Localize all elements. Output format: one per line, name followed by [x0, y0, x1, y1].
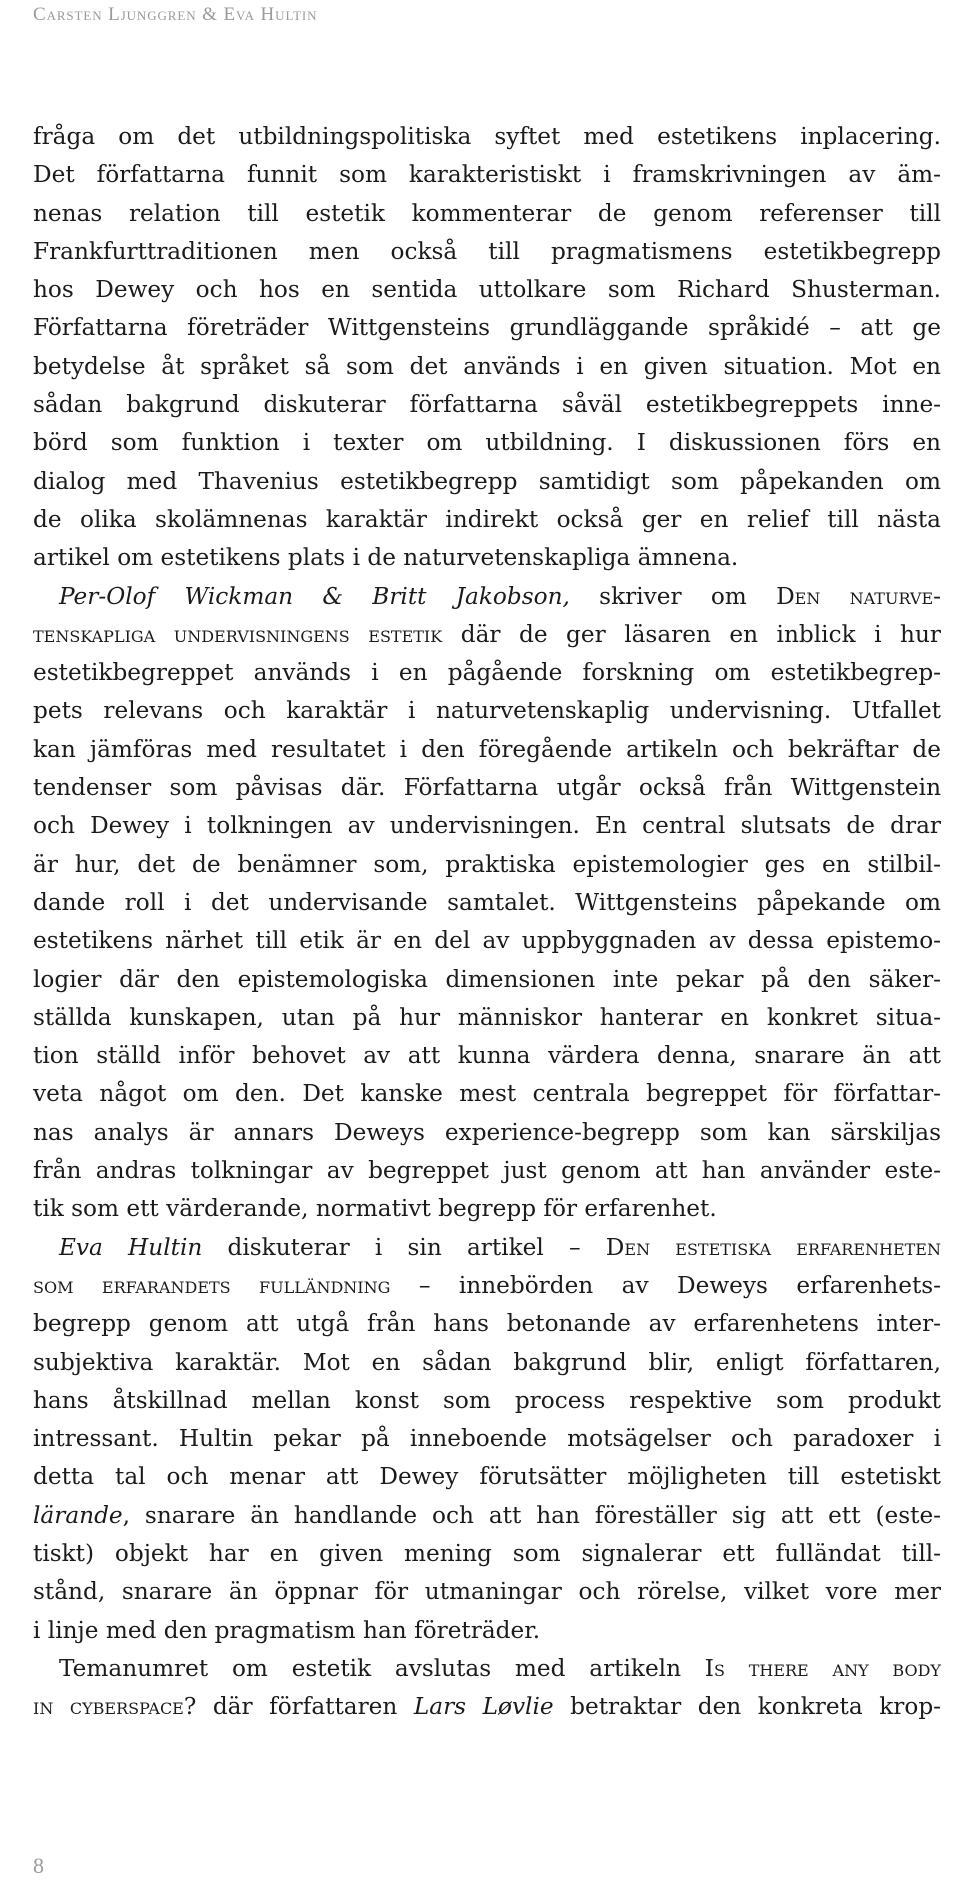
author-names: Lars Løvlie: [413, 1693, 554, 1721]
article-title: Is there any body: [704, 1654, 941, 1682]
text-line: tiskt) objekt har en given mening som signalerar ett fulländat till-: [33, 1539, 941, 1567]
inline-text: betraktar den konkreta krop-: [553, 1693, 941, 1721]
text-line: Frankfurttraditionen men också till pragmatismens estetikbegrepp: [33, 237, 941, 265]
text-line: är hur, det de benämner som, praktiska epistemologier ges en stilbil-: [33, 850, 941, 878]
text-line: de olika skolämnenas karaktär indirekt också ger en relief till nästa: [33, 505, 941, 533]
text-line: i linje med den pragmatism han företräder.: [33, 1616, 541, 1644]
text-line: estetikbegreppet används i en pågående forskning om estetikbegrep-: [33, 659, 941, 687]
author-names: Per-Olof Wickman & Britt Jakobson,: [59, 582, 570, 610]
text-line: kan jämföras med resultatet i den föregående artikeln och bekräftar de: [33, 735, 941, 763]
text-line: från andras tolkningar av begreppet just genom att han använder este-: [33, 1157, 941, 1185]
author-names: Eva Hultin: [59, 1233, 203, 1261]
text-line: börd som funktion i texter om utbildning. I diskussionen förs en: [33, 429, 941, 457]
article-title: tenskapliga undervisningens estetik: [33, 620, 443, 648]
text-line: veta något om den. Det kanske mest centrala begreppet för författar-: [33, 1080, 941, 1108]
emphasis-term: lärande: [33, 1501, 123, 1529]
text-line: tik som ett värderande, normativt begrepp för erfarenhet.: [33, 1195, 717, 1223]
text-line: Författarna företräder Wittgensteins grundläggande språkidé – att ge: [33, 314, 941, 342]
text-line: tendenser som påvisas där. Författarna utgår också från Wittgenstein: [33, 774, 941, 802]
text-line: ställda kunskapen, utan på hur människor hanterar en konkret situa-: [33, 1003, 941, 1031]
text-line: subjektiva karaktär. Mot en sådan bakgrund blir, enligt författaren,: [33, 1348, 941, 1376]
running-head: Carsten Ljunggren & Eva Hultin: [33, 4, 318, 25]
text-line: [33, 616, 941, 654]
text-line: begrepp genom att utgå från hans betonande av erfarenhetens inter-: [33, 1310, 941, 1338]
text-line: [33, 1497, 941, 1535]
inline-text: Temanumret om estetik avslutas med artikeln: [59, 1654, 705, 1682]
article-title: Den naturve-: [776, 582, 941, 610]
body-text: [33, 118, 941, 1726]
text-line: stånd, snarare än öppnar för utmaningar och rörelse, vilket vore mer: [33, 1578, 941, 1606]
article-title: Den estetiska erfarenheten: [605, 1233, 941, 1261]
inline-text: diskuterar i sin artikel –: [202, 1233, 606, 1261]
inline-text: där de ger läsaren en inblick i hur: [442, 620, 941, 648]
text-line: betydelse åt språket så som det används i en given situation. Mot en: [33, 352, 941, 380]
text-line: [33, 1267, 941, 1305]
text-line: sådan bakgrund diskuterar författarna såväl estetikbegreppets inne-: [33, 391, 941, 419]
text-line: logier där den epistemologiska dimensionen inte pekar på den säker-: [33, 965, 941, 993]
inline-text: skriver om: [569, 582, 777, 610]
text-line: [33, 578, 941, 616]
text-line: dande roll i det undervisande samtalet. Wittgensteins påpekande om: [33, 888, 941, 916]
article-title: som erfarandets fulländning: [33, 1271, 391, 1299]
text-line: hans åtskillnad mellan konst som process respektive som produkt: [33, 1386, 941, 1414]
text-line: detta tal och menar att Dewey förutsätter möjligheten till estetiskt: [33, 1463, 941, 1491]
text-line: fråga om det utbildningspolitiska syftet med estetikens inplacering.: [33, 123, 941, 150]
inline-text: där författaren: [196, 1693, 414, 1721]
text-line: intressant. Hultin pekar på inneboende motsägelser och paradoxer i: [33, 1425, 941, 1453]
text-line: [33, 1688, 941, 1726]
text-line: tion ställd inför behovet av att kunna värdera denna, snarare än att: [33, 1042, 941, 1070]
text-line: [33, 1650, 941, 1688]
text-line: Det författarna funnit som karakteristiskt i framskrivningen av äm-: [33, 161, 941, 189]
text-line: estetikens närhet till etik är en del av uppbyggnaden av dessa epistemo-: [33, 927, 941, 955]
text-line: [33, 1229, 941, 1267]
article-title: in cyberspace?: [33, 1693, 197, 1721]
inline-text: , snarare än handlande och att han föreställer sig att ett (este-: [122, 1501, 941, 1529]
text-line: nas analys är annars Deweys experience-begrepp som kan särskiljas: [33, 1118, 941, 1146]
inline-text: – innebörden av Deweys erfarenhets-: [390, 1271, 941, 1299]
text-line: nenas relation till estetik kommenterar de genom referenser till: [33, 199, 941, 227]
text-line: dialog med Thavenius estetikbegrepp samtidigt som påpekanden om: [33, 467, 941, 495]
text-line: hos Dewey och hos en sentida uttolkare som Richard Shusterman.: [33, 276, 941, 304]
text-line: och Dewey i tolkningen av undervisningen. En central slutsats de drar: [33, 812, 941, 840]
text-line: pets relevans och karaktär i naturvetenskaplig undervisning. Utfallet: [33, 697, 941, 725]
text-line: artikel om estetikens plats i de naturvetenskapliga ämnena.: [33, 544, 739, 572]
page-number: 8: [33, 1853, 44, 1878]
